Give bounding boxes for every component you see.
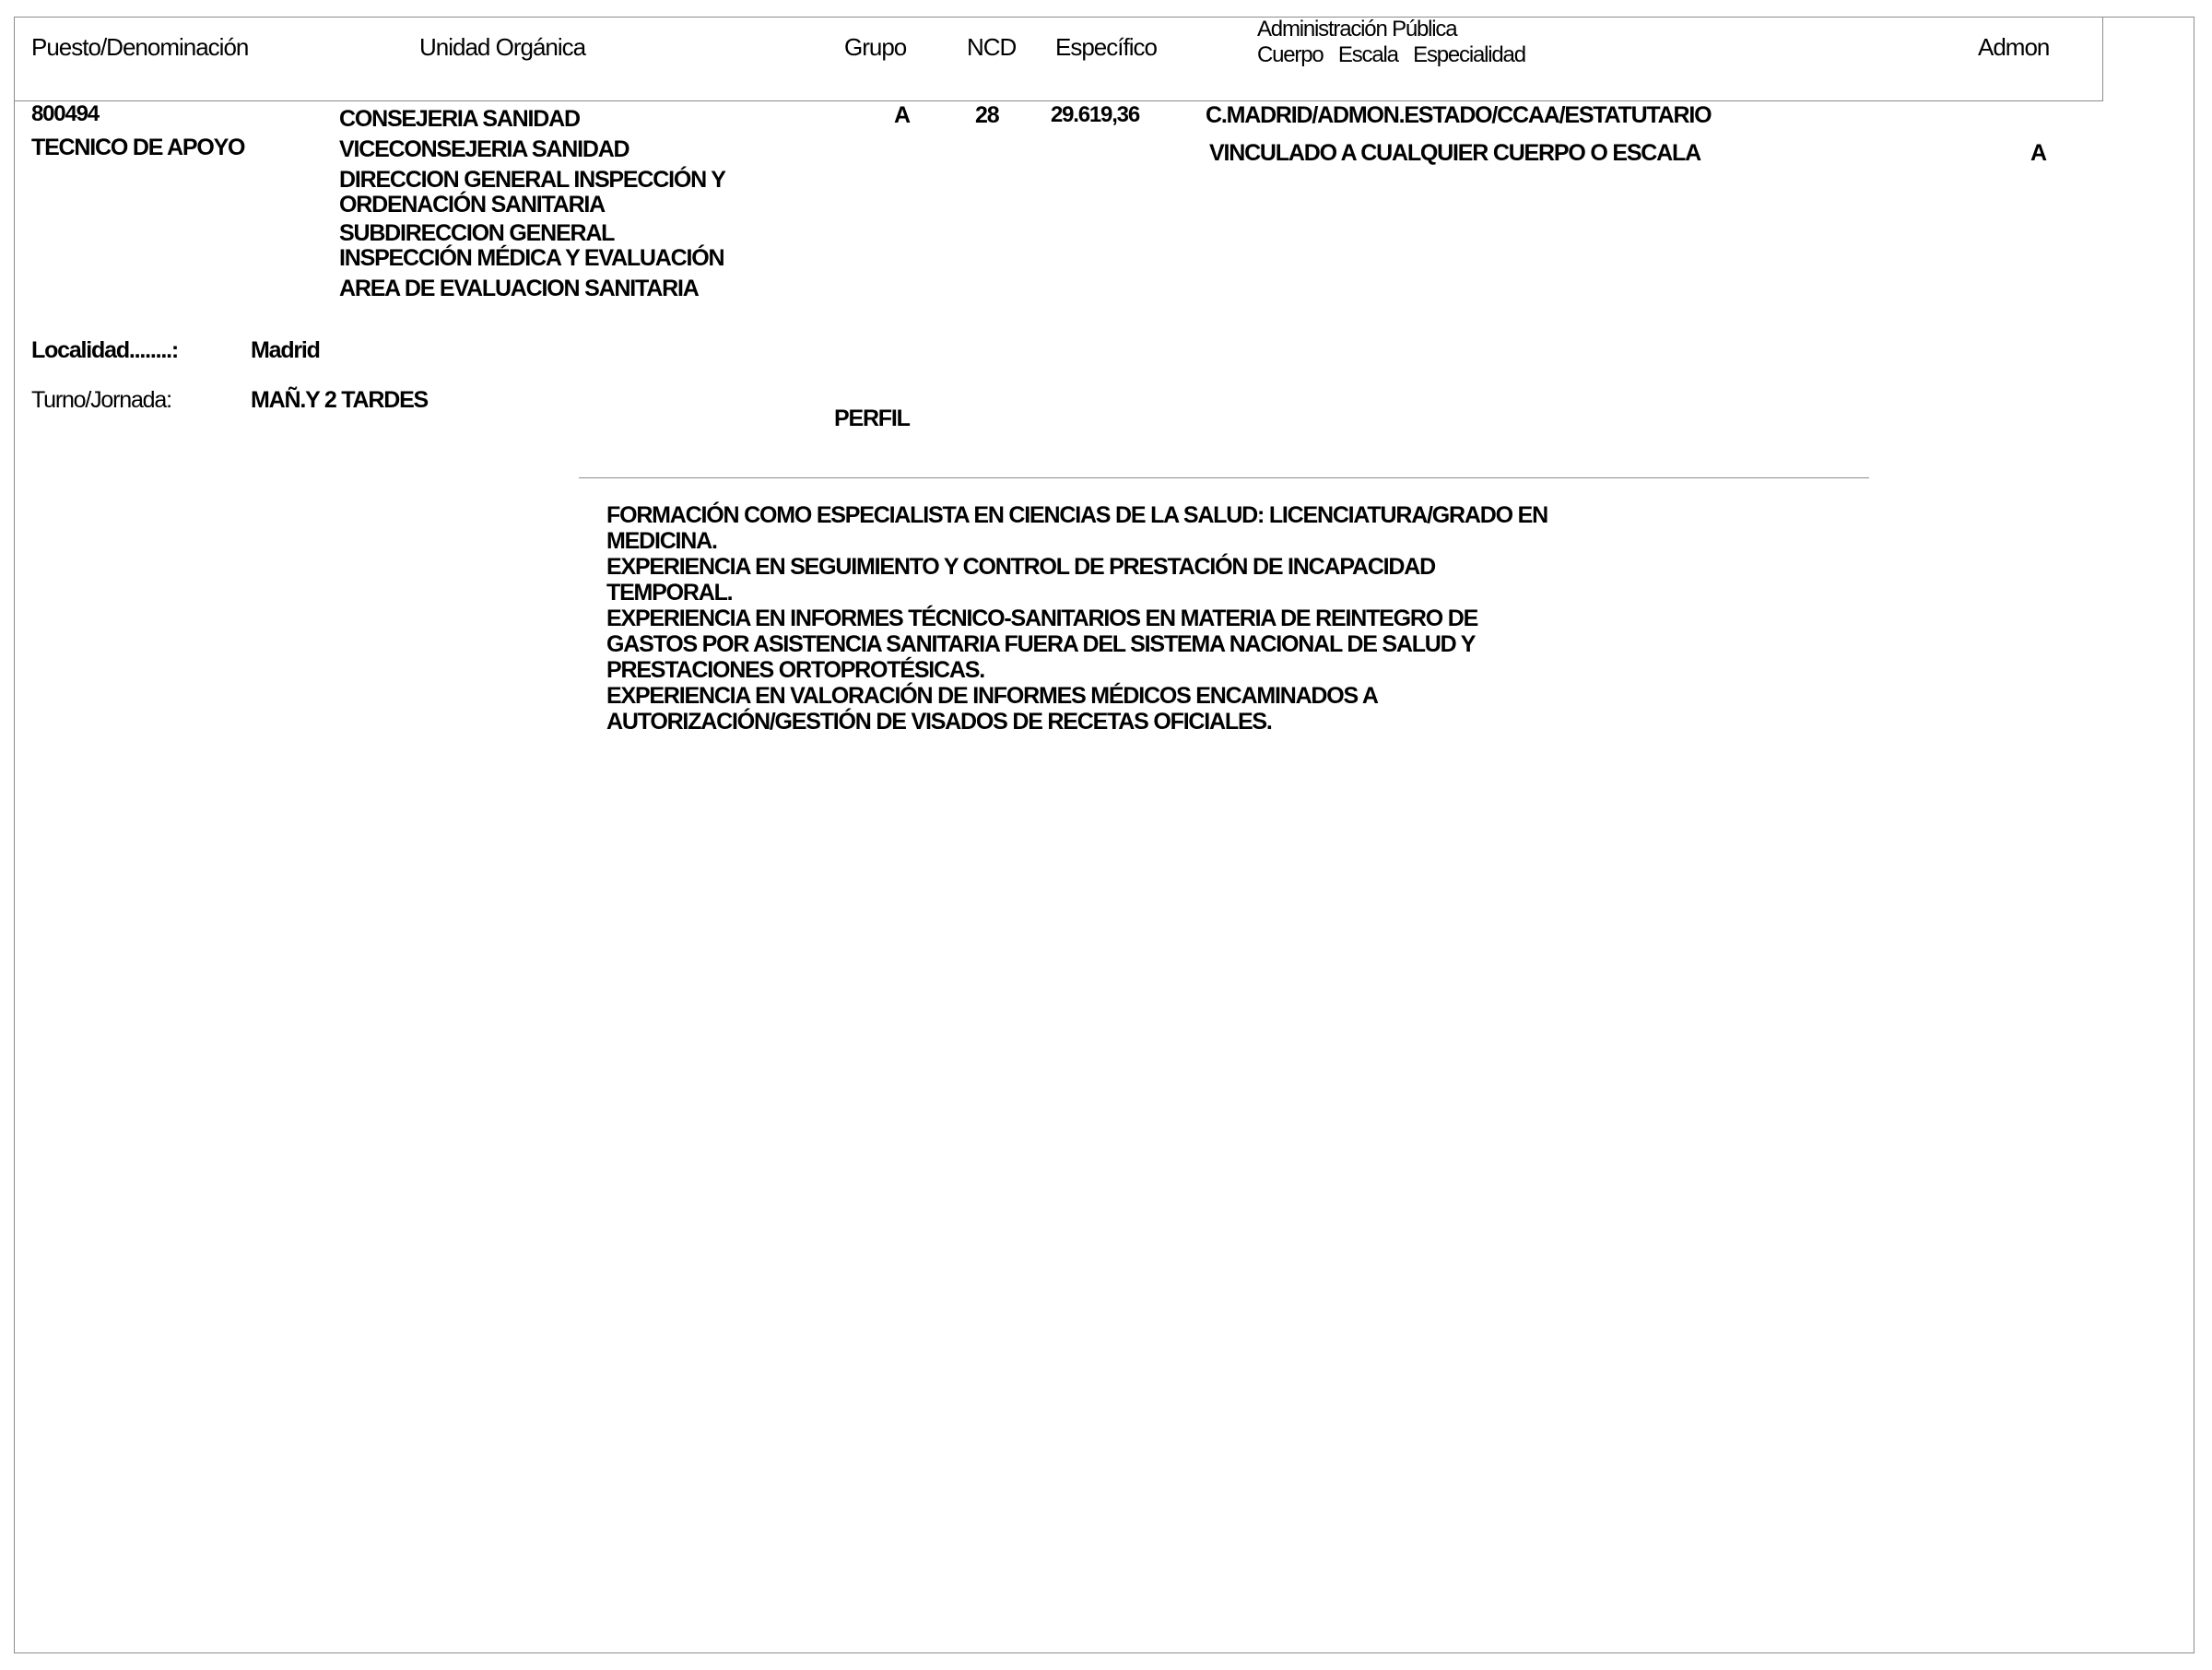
record-cuerpo: VINCULADO A CUALQUIER CUERPO O ESCALA [1209,140,1700,166]
turno-value: MAÑ.Y 2 TARDES [251,387,429,413]
header-admin-publica: Administración Pública [1257,17,1457,41]
record-grupo: A [894,102,910,128]
header-admon: Admon [1978,33,2050,61]
header-puesto: Puesto/Denominación [31,33,249,61]
record-administracion: C.MADRID/ADMON.ESTADO/CCAA/ESTATUTARIO [1206,102,1712,128]
perfil-line: AUTORIZACIÓN/GESTIÓN DE VISADOS DE RECETAS OFICIALES. [606,709,1272,735]
header-especifico: Específico [1055,33,1157,61]
perfil-line: GASTOS POR ASISTENCIA SANITARIA FUERA DEL SISTEMA NACIONAL DE SALUD Y [606,631,1476,657]
record-admon: A [2030,140,2046,166]
perfil-line: FORMACIÓN COMO ESPECIALISTA EN CIENCIAS DE LA SALUD: LICENCIATURA/GRADO EN [606,502,1547,528]
unidad-line: VICECONSEJERIA SANIDAD [339,136,629,162]
perfil-line: EXPERIENCIA EN INFORMES TÉCNICO-SANITARIOS EN MATERIA DE REINTEGRO DE [606,606,1478,631]
header-cuerpo-escala: Cuerpo Escala Especialidad [1257,42,1525,67]
header-grupo: Grupo [844,33,907,61]
header-unidad: Unidad Orgánica [419,33,586,61]
perfil-heading: PERFIL [834,406,910,431]
unidad-line: AREA DE EVALUACION SANITARIA [339,276,699,301]
localidad-label: Localidad........: [31,337,178,363]
record-title: TECNICO DE APOYO [31,135,245,160]
record-ncd: 28 [975,102,999,128]
perfil-line: PRESTACIONES ORTOPROTÉSICAS. [606,657,984,683]
perfil-line: TEMPORAL. [606,580,733,606]
unidad-line: CONSEJERIA SANIDAD [339,106,580,132]
localidad-value: Madrid [251,337,320,363]
perfil-text [606,502,1547,735]
perfil-line: MEDICINA. [606,528,717,554]
unidad-line: DIRECCION GENERAL INSPECCIÓN Y [339,167,725,193]
record-code: 800494 [31,101,99,126]
turno-label: Turno/Jornada: [31,387,171,413]
record-especifico: 29.619,36 [1051,102,1139,127]
perfil-divider [579,477,1869,478]
header-ncd: NCD [967,33,1017,61]
unidad-organica [339,107,725,301]
perfil-line: EXPERIENCIA EN SEGUIMIENTO Y CONTROL DE PRESTACIÓN DE INCAPACIDAD [606,554,1435,580]
unidad-line: INSPECCIÓN MÉDICA Y EVALUACIÓN [339,245,724,271]
unidad-line: SUBDIRECCION GENERAL [339,220,615,246]
unidad-line: ORDENACIÓN SANITARIA [339,192,606,218]
perfil-line: EXPERIENCIA EN VALORACIÓN DE INFORMES MÉDICOS ENCAMINADOS A [606,683,1378,709]
